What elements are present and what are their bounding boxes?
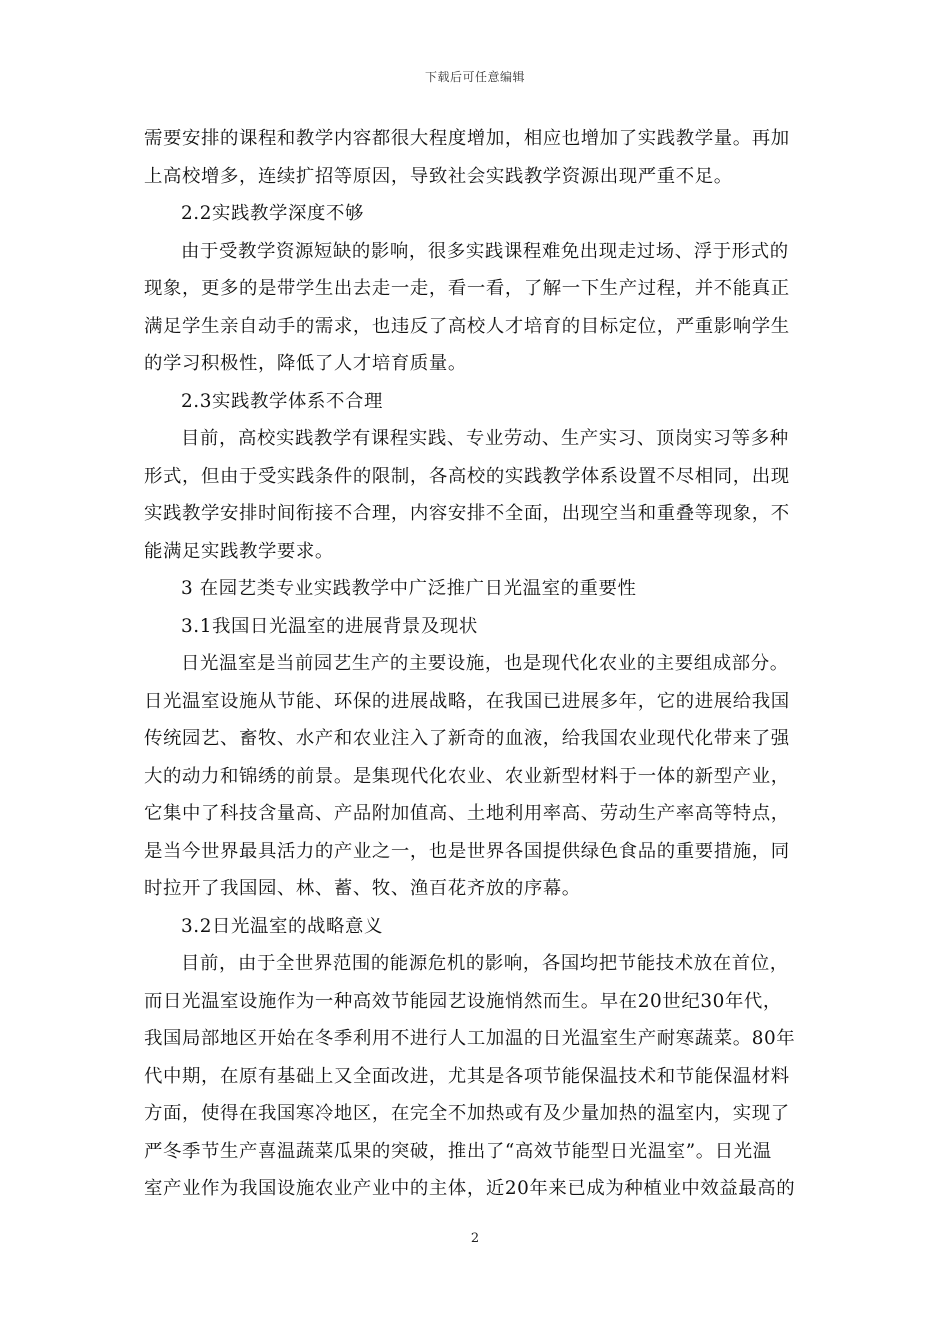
text-line: 3 在园艺类专业实践教学中广泛推广日光温室的重要性 [181,578,637,599]
text-line: 严冬季节生产喜温蔬菜瓜果的突破，推出了“高效节能型日光温室”。日光温 [144,1140,772,1162]
page-number: 2 [470,1231,480,1246]
text-line: 上高校增多，连续扩招等原因，导致社会实践教学资源出现严重不足。 [144,165,733,187]
text-line: 方面，使得在我国寒冷地区，在完全不加热或有及少量加热的温室内，实现了 [144,1103,790,1124]
text-line: 室产业作为我国设施农业产业中的主体，近20年来已成为种植业中效益最高的 [144,1178,796,1199]
text-line: 目前，高校实践教学有课程实践、专业劳动、生产实习、顶岗实习等多种 [181,428,789,449]
text-line: 而日光温室设施作为一种高效节能园艺设施悄然而生。早在20世纪30年代， [144,990,782,1012]
text-line: 3.2日光温室的战略意义 [181,915,383,937]
text-line: 实践教学安排时间衔接不合理，内容安排不全面，出现空当和重叠等现象，不 [144,503,790,524]
text-line: 是当今世界最具活力的产业之一，也是世界各国提供绿色食品的重要措施，同 [144,840,790,862]
text-line: 形式，但由于受实践条件的限制，各高校的实践教学体系设置不尽相同，出现 [144,465,790,487]
text-line: 日光温室是当前园艺生产的主要设施，也是现代化农业的主要组成部分。 [181,653,789,674]
document-body [144,120,807,1208]
text-line: 代中期，在原有基础上又全面改进，尤其是各项节能保温技术和节能保温材料 [144,1065,790,1087]
text-line: 现象，更多的是带学生出去走一走，看一看，了解一下生产过程，并不能真正 [144,278,790,299]
text-line: 3.1我国日光温室的进展背景及现状 [181,615,478,637]
text-line: 传统园艺、畜牧、水产和农业注入了新奇的血液，给我国农业现代化带来了强 [144,728,790,749]
text-line: 它集中了科技含量高、产品附加值高、土地利用率高、劳动生产率高等特点， [144,803,790,824]
text-line: 能满足实践教学要求。 [144,540,334,562]
text-line: 目前，由于全世界范围的能源危机的影响，各国均把节能技术放在首位， [181,953,789,974]
text-line: 日光温室设施从节能、环保的进展战略，在我国已进展多年，它的进展给我国 [144,690,790,712]
text-line: 的学习积极性，降低了人才培育质量。 [144,353,467,374]
text-line: 由于受教学资源短缺的影响，很多实践课程难免出现走过场、浮于形式的 [181,240,789,262]
text-line: 满足学生亲自动手的需求，也违反了高校人才培育的目标定位，严重影响学生 [144,315,790,337]
text-line: 我国局部地区开始在冬季利用不进行人工加温的日光温室生产耐寒蔬菜。80年 [144,1028,796,1049]
text-line: 时拉开了我国园、林、蓄、牧、渔百花齐放的序幕。 [144,878,581,899]
text-line: 2.3实践教学体系不合理 [181,390,383,412]
text-line: 需要安排的课程和教学内容都很大程度增加，相应也增加了实践教学量。再加 [144,128,790,149]
text-line: 2.2实践教学深度不够 [181,203,364,224]
page-header: 下载后可任意编辑 [424,70,525,84]
text-line: 大的动力和锦绣的前景。是集现代化农业、农业新型材料于一体的新型产业， [144,765,790,787]
